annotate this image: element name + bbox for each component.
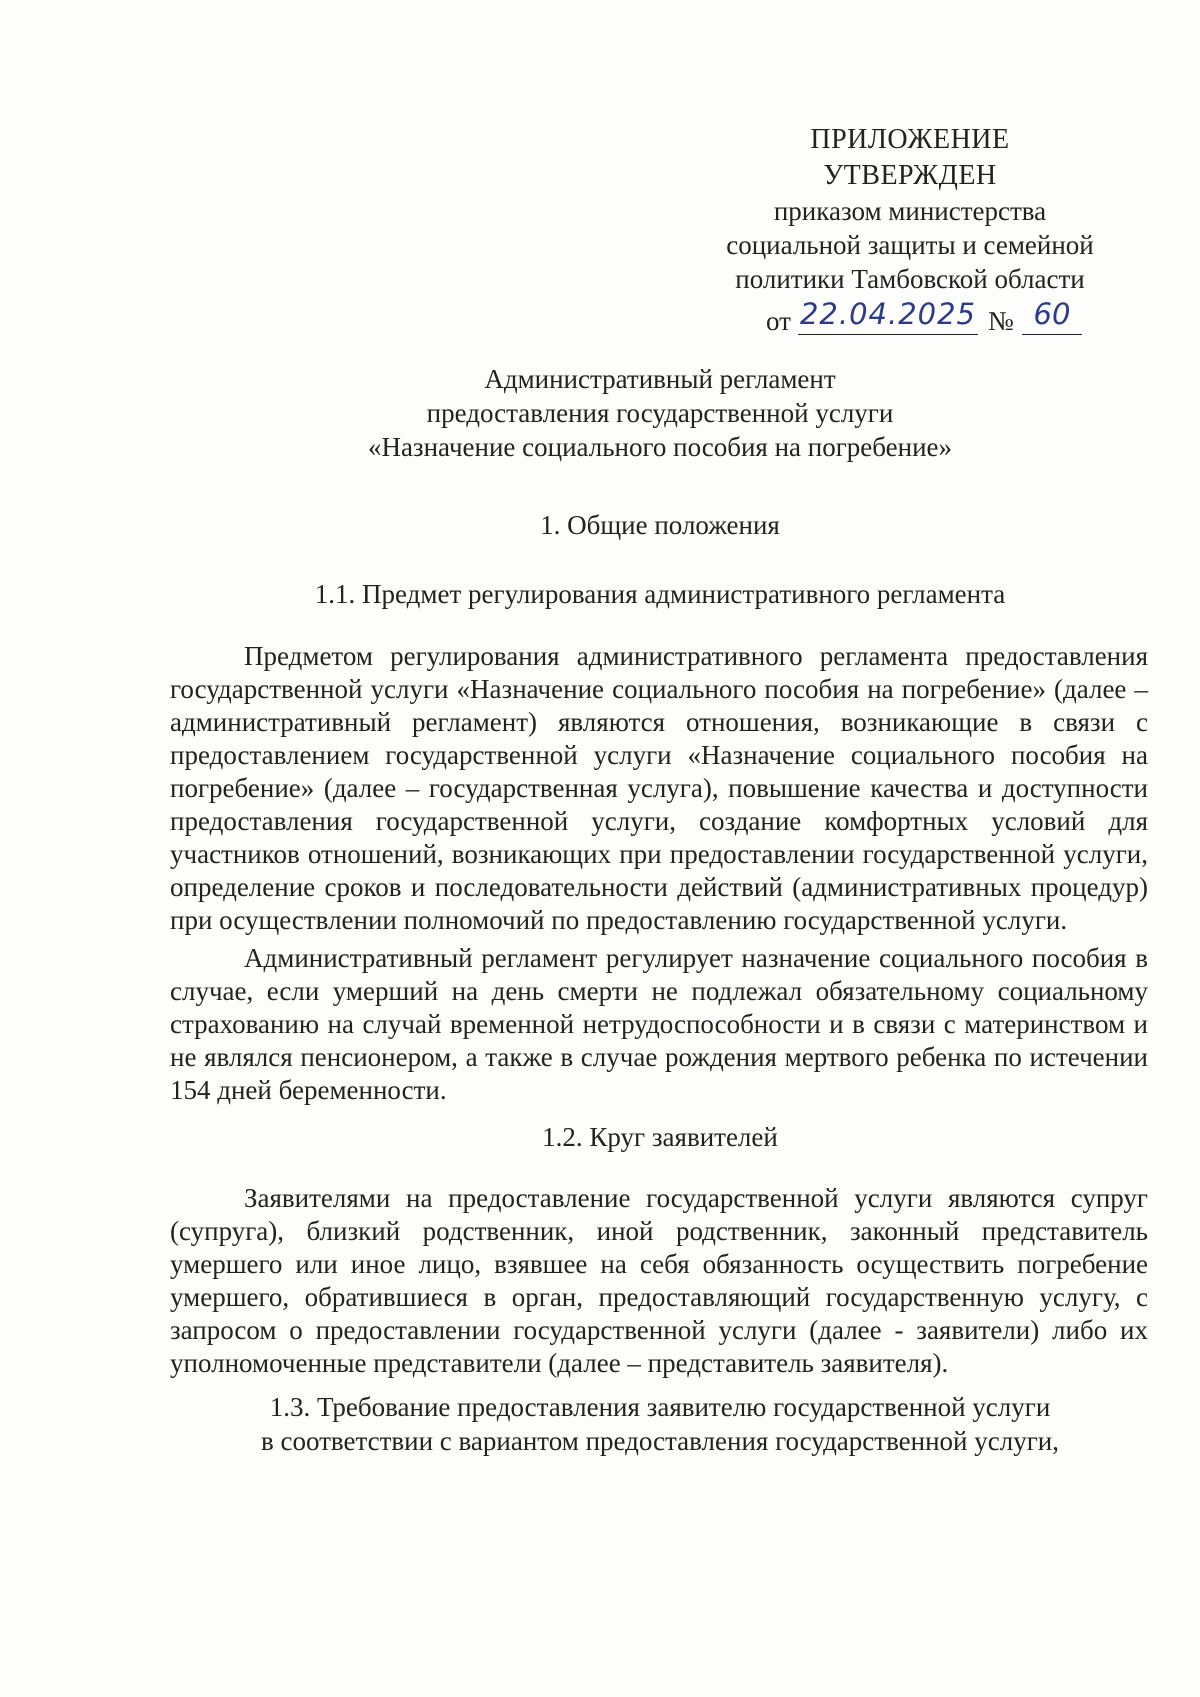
approved-label: УТВЕРЖДЕН xyxy=(823,160,997,191)
paragraph-1-1-a: Предметом регулирования административного регламента предоставления государственной услуги «Назначение социального пособия на погребение» (далее – административный регламент) являются отношения, возникающие в связи с предоставлением государственной услуги «Назначение социального пособия на погребение» (далее – государственная услуга), повышение качества и доступности предоставления государственной услуги, создание комфортных условий для участников отношений, возникающих при предоставлении государственной услуги, определение сроков и последовательности действий (административных процедур) при осуществлении полномочий по предоставлению государственной услуги. xyxy=(170,641,1148,935)
number-prefix: № xyxy=(988,306,1014,336)
date-prefix: от xyxy=(766,306,791,336)
appendix-label: ПРИЛОЖЕНИЕ xyxy=(810,124,1010,155)
subsection-heading-1-3-line-1: 1.3. Требование предоставления заявителю государственной услуги xyxy=(269,1392,1051,1422)
title-line-1: Административный регламент xyxy=(484,364,836,394)
subsection-heading-1-3-line-2: в соответствии с вариантом предоставления государственной услуги, xyxy=(261,1426,1059,1456)
handwritten-date: 22.04.2025 xyxy=(798,294,978,335)
paragraph-1-2: Заявителями на предоставление государственной услуги являются супруг (супруга), близкий родственник, иной родственник, законный представитель умершего или иное лицо, взявшее на себя обязанность осуществить погребение умершего, обратившиеся в орган, предоставляющий государственную услугу, с запросом о предоставлении государственной услуги (далее - заявители) либо их уполномоченные представители (далее – представитель заявителя). xyxy=(170,1183,1148,1378)
approval-ministry-line: социальной защиты и семейной xyxy=(726,230,1094,260)
document-title xyxy=(170,362,1150,464)
subsection-heading-1-3 xyxy=(170,1390,1150,1458)
approval-stamp-block xyxy=(700,122,1120,340)
section-heading: 1. Общие положения xyxy=(540,510,780,540)
order-date-number-line xyxy=(700,296,1120,340)
subsection-heading-1-2: 1.2. Круг заявителей xyxy=(542,1122,778,1152)
approval-order-line: приказом министерства xyxy=(773,196,1047,226)
handwritten-number: 60 xyxy=(1022,294,1082,335)
approval-region-line: политики Тамбовской области xyxy=(735,264,1085,294)
title-line-2: предоставления государственной услуги xyxy=(426,398,894,428)
subsection-heading-1-1: 1.1. Предмет регулирования административного регламента xyxy=(314,579,1006,609)
title-line-3: «Назначение социального пособия на погребение» xyxy=(367,432,953,462)
paragraph-1-1-b: Административный регламент регулирует назначение социального пособия в случае, если умерший на день смерти не подлежал обязательному социальному страхованию на случай временной нетрудоспособности и в связи с материнством и не являлся пенсионером, а также в случае рождения мертвого ребенка по истечении 154 дней беременности. xyxy=(170,943,1148,1105)
